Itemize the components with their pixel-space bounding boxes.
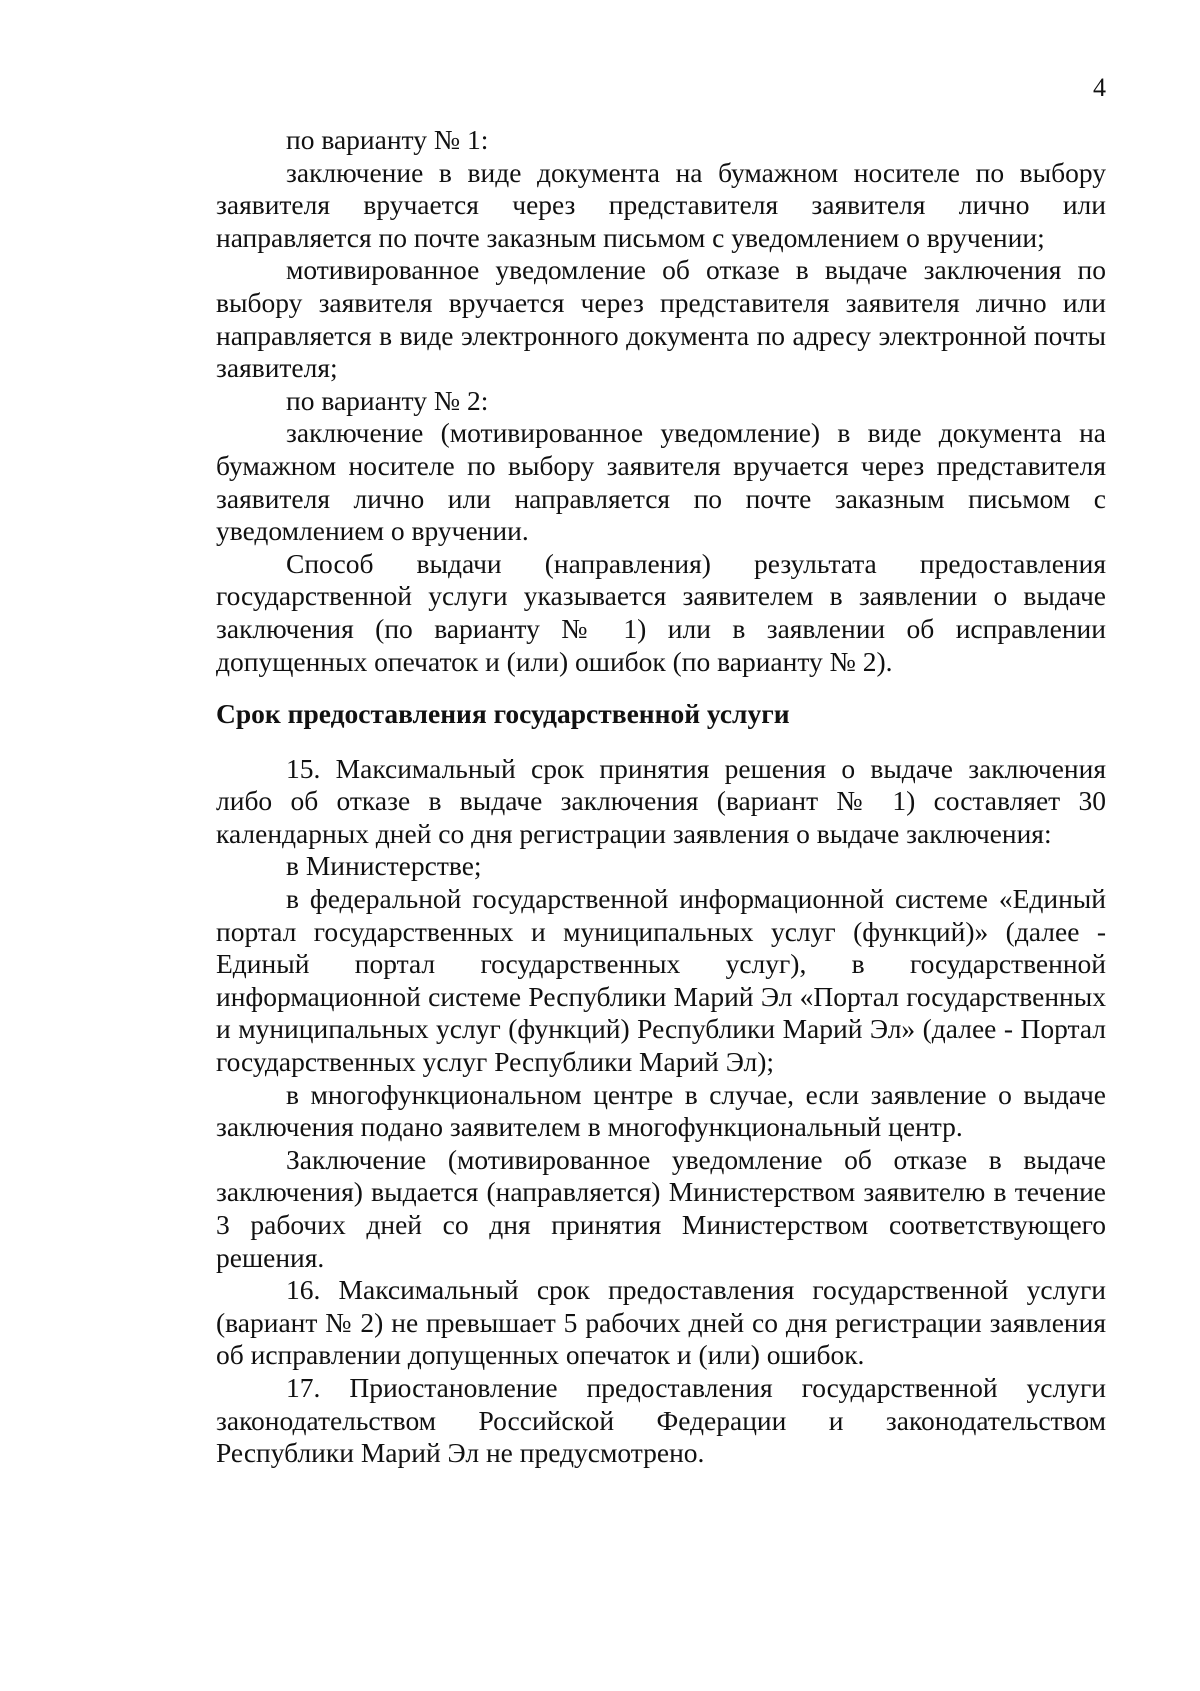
paragraph-variant-1-refusal: мотивированное уведомление об отказе в выдаче заключения по выбору заявителя вручается через представителя заявителя лично или направляется в виде электронного документа по адресу электронной почты заявителя;	[216, 254, 1106, 384]
paragraph-variant-2-conclusion: заключение (мотивированное уведомление) в виде документа на бумажном носителе по выбору заявителя вручается через представителя заявителя лично или направляется по почте заказным письмом с уведомлением о вручении.	[216, 417, 1106, 547]
document-body	[216, 124, 1106, 1470]
paragraph-item-17: 17. Приостановление предоставления государственной услуги законодательством Российской Федерации и законодательством Республики Марий Эл не предусмотрено.	[216, 1371, 1106, 1469]
section-heading: Срок предоставления государственной услуги	[216, 698, 790, 730]
paragraph-ministry: в Министерстве;	[286, 850, 482, 882]
paragraph-issuance: Заключение (мотивированное уведомление об отказе в выдаче заключения) выдается (направляется) Министерством заявителю в течение 3 рабочих дней со дня принятия Министерством соответствующего решения.	[216, 1143, 1106, 1273]
page-number: 4	[1093, 73, 1106, 102]
paragraph-delivery-method: Способ выдачи (направления) результата предоставления государственной услуги указывается заявителем в заявлении о выдаче заключения (по варианту № 1) или в заявлении об исправлении допущенных опечаток и (или) ошибок (по варианту № 2).	[216, 547, 1106, 677]
paragraph-item-16: 16. Максимальный срок предоставления государственной услуги (вариант № 2) не превышает 5 рабочих дней со дня регистрации заявления об исправлении допущенных опечаток и (или) ошибок.	[216, 1274, 1106, 1371]
paragraph-item-15: 15. Максимальный срок принятия решения о выдаче заключения либо об отказе в выдаче заключения (вариант № 1) составляет 30 календарных дней со дня регистрации заявления о выдаче заключения:	[216, 752, 1106, 849]
paragraph-variant-2-heading: по варианту № 2:	[286, 384, 489, 416]
paragraph-portals: в федеральной государственной информационной системе «Единый портал государственных и муниципальных услуг (функций)» (далее - Единый портал государственных услуг), в государственной информационной системе Республики Марий Эл «Портал государственных и муниципальных услуг (функций) Республики Марий Эл» (далее - Портал государственных услуг Республики Марий Эл);	[216, 883, 1106, 1078]
paragraph-variant-1-conclusion: заключение в виде документа на бумажном носителе по выбору заявителя вручается через представителя заявителя лично или направляется по почте заказным письмом с уведомлением о вручении;	[216, 156, 1106, 253]
paragraph-mfc: в многофункциональном центре в случае, если заявление о выдаче заключения подано заявителем в многофункциональный центр.	[216, 1078, 1106, 1143]
paragraph-variant-1-heading: по варианту № 1:	[286, 124, 489, 155]
